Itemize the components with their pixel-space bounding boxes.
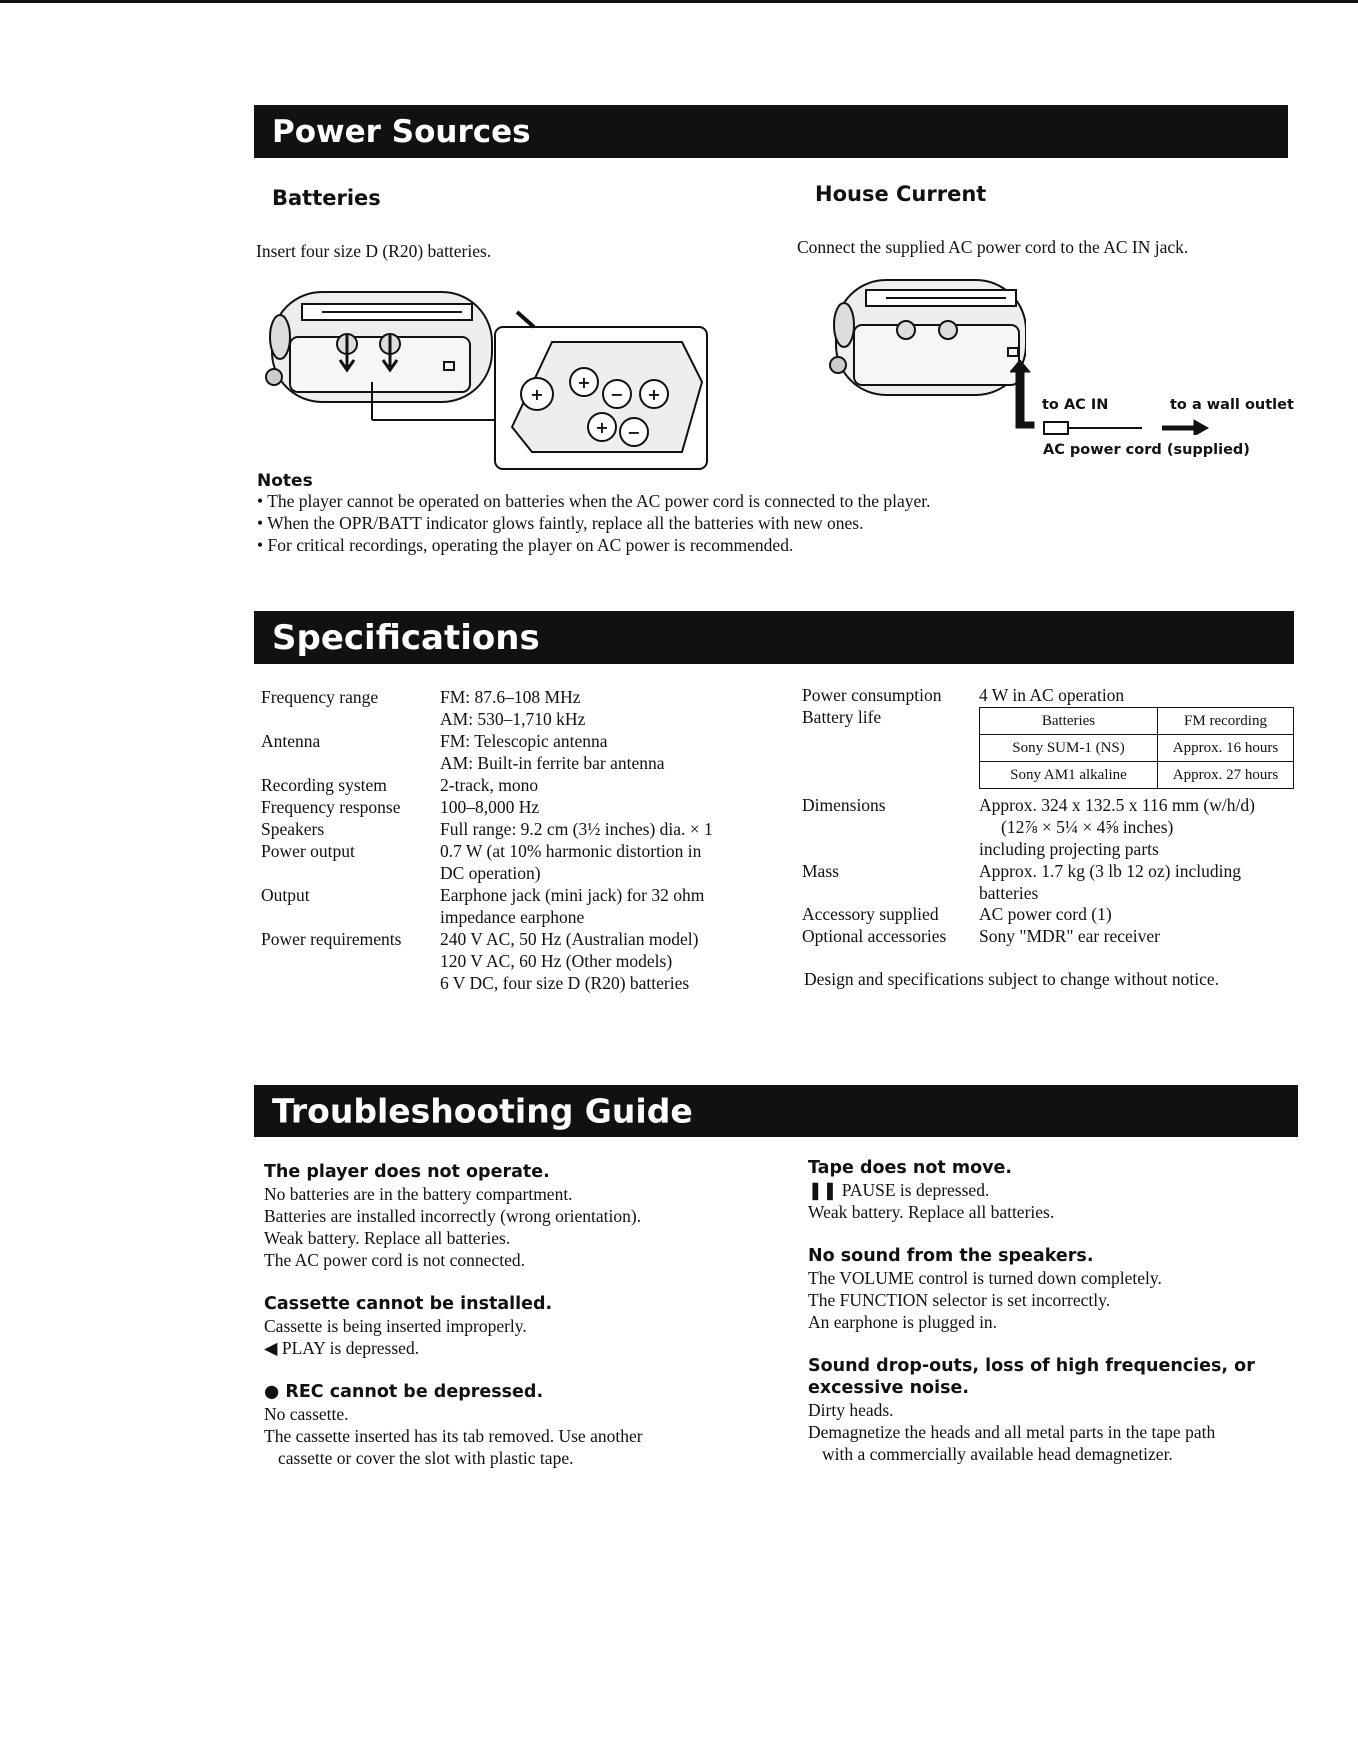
svg-text:+: + [577,373,591,392]
trouble-item: The cassette inserted has its tab removed. Use another [264,1426,643,1446]
note-item: • For critical recordings, operating the player on AC power is recommended. [257,534,931,556]
trouble-heading: excessive noise. [808,1378,970,1398]
troubleshooting-left-column [264,1161,764,1491]
spec-label: Recording system [261,775,387,795]
battery-life-table [979,707,1294,789]
trouble-section [264,1381,764,1469]
trouble-item: ❚❚ PAUSE is depressed. [808,1180,990,1200]
accessory-value: AC power cord (1) [979,904,1112,924]
trouble-item: An earphone is plugged in. [808,1312,998,1332]
spec-label: Output [261,885,310,905]
spec-label: Frequency range [261,687,379,707]
specifications-banner [254,611,1294,664]
spec-label: Speakers [261,819,325,839]
ac-connection-diagram [826,270,1026,420]
table-cell: Sony SUM-1 (NS) [980,735,1158,762]
note-item: • When the OPR/BATT indicator glows faintly, replace all the batteries with new ones. [257,512,931,534]
to-wall-outlet-label: to a wall outlet [1170,397,1294,413]
trouble-item: Batteries are installed incorrectly (wrong orientation). [264,1206,642,1226]
trouble-item: with a commercially available head demagnetizer. [822,1444,1173,1464]
table-header-cell: FM recording [1158,708,1294,735]
mass-line: batteries [979,883,1039,903]
spec-value: 240 V AC, 50 Hz (Australian model) [440,929,699,949]
spec-value: AM: Built-in ferrite bar antenna [440,753,665,773]
specifications-title: Specifications [272,617,540,658]
trouble-item: Weak battery. Replace all batteries. [808,1202,1055,1222]
trouble-section [264,1161,764,1271]
dimensions-value [979,794,1255,860]
trouble-heading: Tape does not move. [808,1158,1013,1178]
svg-text:+: + [647,385,661,404]
spec-value: Full range: 9.2 cm (3½ inches) dia. × 1 [440,819,713,839]
spec-value: 100–8,000 Hz [440,797,540,817]
trouble-section [808,1157,1328,1223]
specs-left-column [261,686,761,1006]
trouble-item: No cassette. [264,1404,349,1424]
dimensions-line: Approx. 324 x 132.5 x 116 mm (w/h/d) [979,795,1255,815]
note-item: • The player cannot be operated on batteries when the AC power cord is connected to the player. [257,490,931,512]
optional-label: Optional accessories [802,926,947,946]
dimensions-line: including projecting parts [979,839,1159,859]
troubleshooting-title: Troubleshooting Guide [272,1091,693,1131]
spec-value: 6 V DC, four size D (R20) batteries [440,973,690,993]
battery-life-label: Battery life [802,707,882,727]
power-sources-banner [254,105,1288,158]
spec-value: 2-track, mono [440,775,539,795]
table-row [980,735,1294,762]
to-ac-in-label: to AC IN [1042,397,1109,413]
spec-value: FM: Telescopic antenna [440,731,608,751]
batteries-heading: Batteries [272,186,381,210]
trouble-item: Dirty heads. [808,1400,894,1420]
table-cell: Sony AM1 alkaline [980,762,1158,789]
trouble-item: ◀ PLAY is depressed. [264,1338,420,1358]
spec-label: Power requirements [261,929,402,949]
svg-text:+: + [530,385,544,404]
spec-label: Antenna [261,731,321,751]
mass-value [979,860,1241,904]
mass-label: Mass [802,861,839,881]
svg-text:+: + [595,418,609,437]
spec-value: AM: 530–1,710 kHz [440,709,586,729]
power-sources-title: Power Sources [272,113,531,150]
house-current-text: Connect the supplied AC power cord to the AC IN jack. [797,237,1189,257]
specs-footer: Design and specifications subject to change without notice. [804,969,1220,989]
trouble-heading: ● REC cannot be depressed. [264,1382,544,1402]
accessory-label: Accessory supplied [802,904,939,924]
spec-value: DC operation) [440,863,541,883]
trouble-heading: No sound from the speakers. [808,1246,1094,1266]
battery-insertion-diagram [262,282,722,472]
trouble-item: The VOLUME control is turned down completely. [808,1268,1162,1288]
table-cell: Approx. 27 hours [1158,762,1294,789]
dimensions-line: (12⅞ × 5¼ × 4⅝ inches) [1001,817,1174,837]
power-consumption-label: Power consumption [802,685,942,705]
spec-value: 120 V AC, 60 Hz (Other models) [440,951,673,971]
notes-list [257,490,931,556]
notes-heading: Notes [257,471,313,491]
troubleshooting-right-column [808,1157,1328,1487]
trouble-item: Weak battery. Replace all batteries. [264,1228,511,1248]
trouble-heading: Sound drop-outs, loss of high frequencies, or [808,1356,1255,1376]
optional-value: Sony "MDR" ear receiver [979,926,1160,946]
troubleshooting-banner [254,1085,1298,1137]
trouble-item: Demagnetize the heads and all metal parts in the tape path [808,1422,1216,1442]
trouble-section [264,1293,764,1359]
spec-value: Earphone jack (mini jack) for 32 ohm [440,885,705,905]
table-header-cell: Batteries [980,708,1158,735]
mass-line: Approx. 1.7 kg (3 lb 12 oz) including [979,861,1241,881]
house-current-heading: House Current [815,182,987,206]
power-consumption-value: 4 W in AC operation [979,685,1125,705]
table-cell: Approx. 16 hours [1158,735,1294,762]
trouble-section [808,1355,1328,1465]
top-rule [0,0,1358,11]
svg-text:−: − [627,423,641,442]
trouble-item: No batteries are in the battery compartment. [264,1184,573,1204]
svg-text:−: − [610,385,624,404]
trouble-item: cassette or cover the slot with plastic tape. [278,1448,574,1468]
dimensions-label: Dimensions [802,795,886,815]
trouble-section [808,1245,1328,1333]
trouble-heading: Cassette cannot be installed. [264,1294,553,1314]
spec-label: Power output [261,841,355,861]
spec-value: FM: 87.6–108 MHz [440,687,581,707]
spec-value: impedance earphone [440,907,585,927]
table-header-row [980,708,1294,735]
trouble-item: Cassette is being inserted improperly. [264,1316,527,1336]
ac-cord-label: AC power cord (supplied) [1043,442,1250,458]
table-row [980,762,1294,789]
trouble-item: The AC power cord is not connected. [264,1250,525,1270]
spec-value: 0.7 W (at 10% harmonic distortion in [440,841,702,861]
batteries-text: Insert four size D (R20) batteries. [256,241,492,261]
trouble-item: The FUNCTION selector is set incorrectly. [808,1290,1111,1310]
trouble-heading: The player does not operate. [264,1162,550,1182]
spec-label: Frequency response [261,797,401,817]
